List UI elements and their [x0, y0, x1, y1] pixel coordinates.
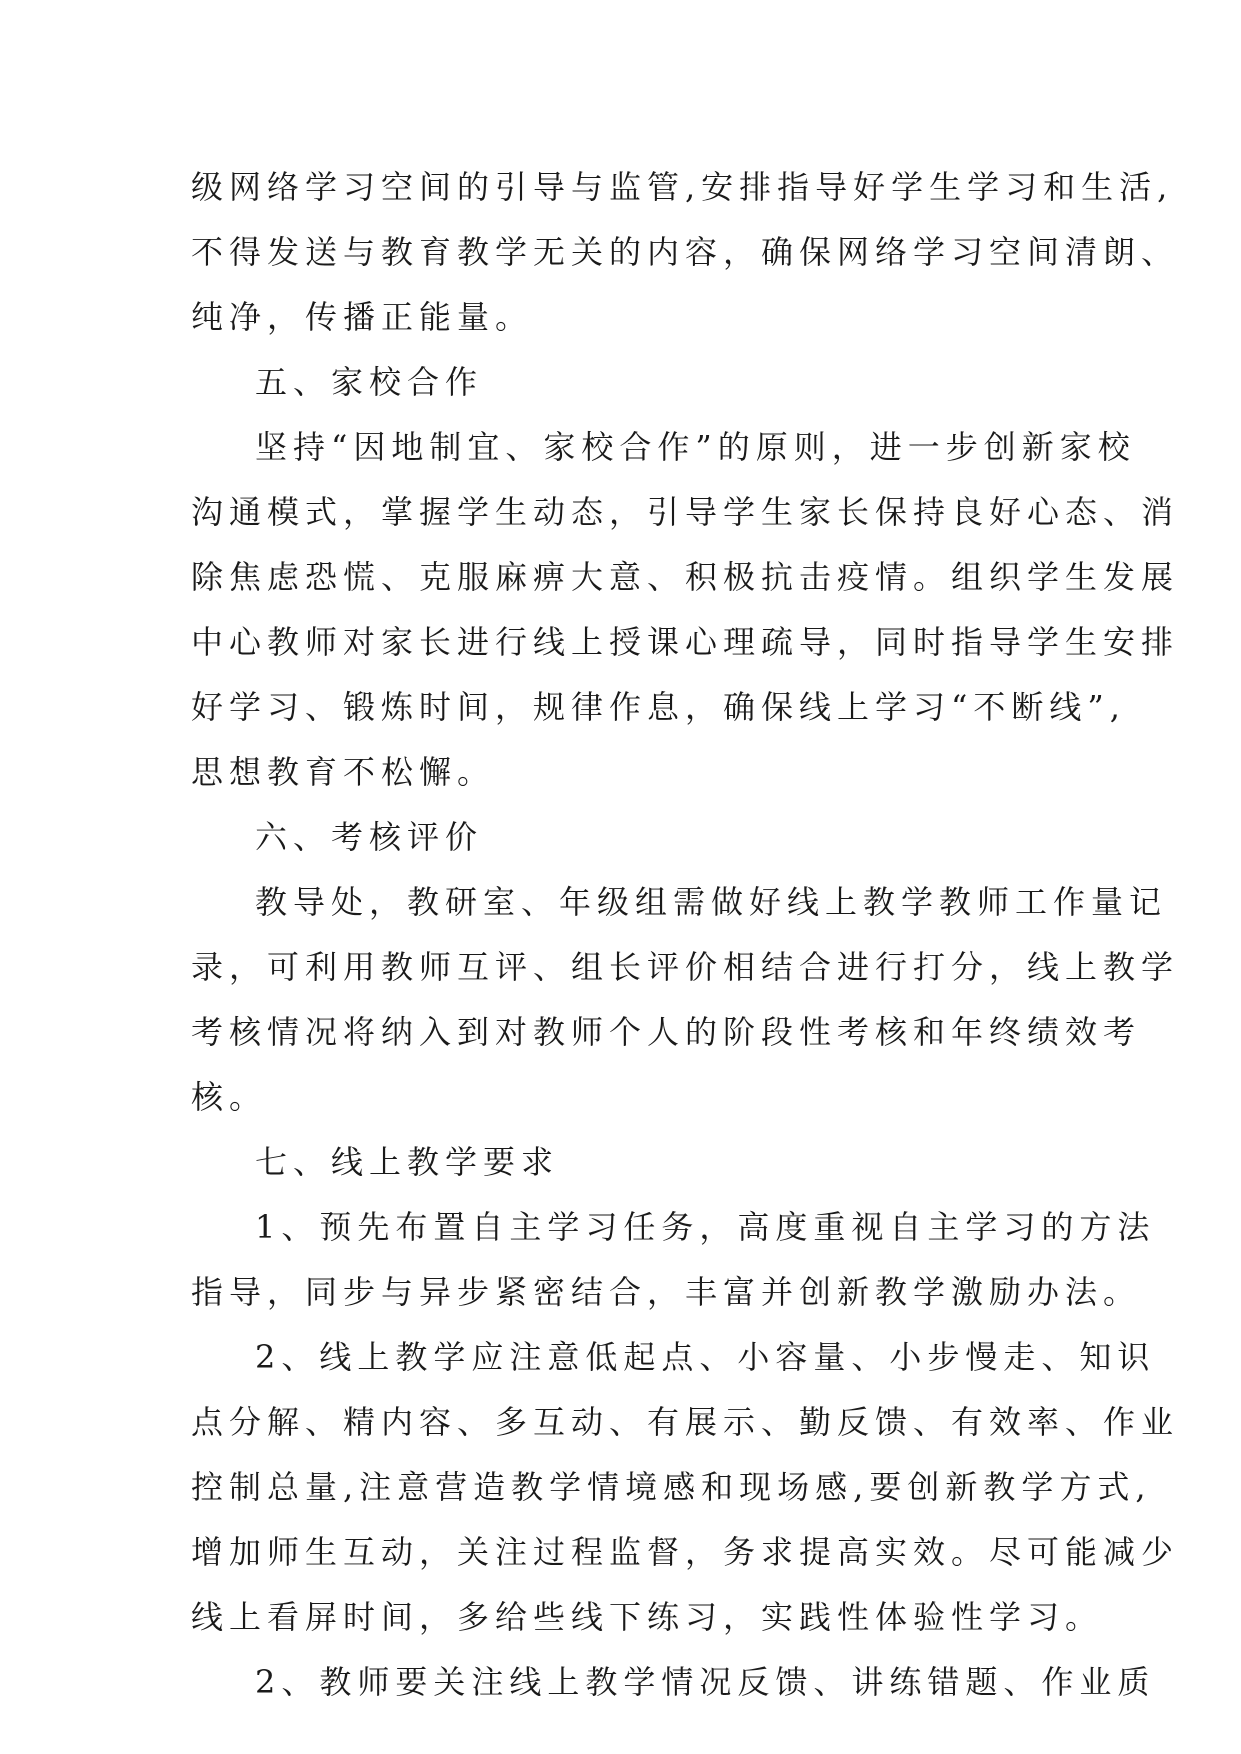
paragraph-line: 教导处，教研室、年级组需做好线上教学教师工作量记 [255, 883, 1168, 921]
paragraph-line: 1、预先布置自主学习任务，高度重视自主学习的方法 [255, 1208, 1156, 1246]
paragraph-line: 好学习、锻炼时间，规律作息，确保线上学习“不断线”, [191, 688, 1126, 726]
section-heading: 六、考核评价 [255, 818, 484, 856]
paragraph-line: 纯净，传播正能量。 [191, 298, 534, 336]
paragraph-line: 录，可利用教师互评、组长评价相结合进行打分，线上教学 [191, 948, 1180, 986]
paragraph-line: 考核情况将纳入到对教师个人的阶段性考核和年终绩效考 [191, 1013, 1142, 1051]
paragraph-line: 增加师生互动，关注过程监督，务求提高实效。尽可能减少 [191, 1533, 1180, 1571]
paragraph-line: 中心教师对家长进行线上授课心理疏导，同时指导学生安排 [191, 623, 1180, 661]
section-heading: 五、家校合作 [255, 363, 484, 401]
paragraph-line: 除焦虑恐慌、克服麻痹大意、积极抗击疫情。组织学生发展 [191, 558, 1180, 596]
paragraph-line: 级网络学习空间的引导与监管,安排指导好学生学习和生活, [191, 168, 1174, 206]
paragraph-line: 2、线上教学应注意低起点、小容量、小步慢走、知识 [255, 1338, 1156, 1376]
paragraph-line: 不得发送与教育教学无关的内容，确保网络学习空间清朗、 [191, 233, 1180, 271]
section-heading: 七、线上教学要求 [255, 1143, 560, 1181]
paragraph-line: 控制总量,注意营造教学情境感和现场感,要创新教学方式, [191, 1468, 1152, 1506]
paragraph-line: 核。 [191, 1078, 268, 1116]
paragraph-line: 线上看屏时间，多给些线下练习，实践性体验性学习。 [191, 1598, 1104, 1636]
paragraph-line: 思想教育不松懈。 [191, 753, 496, 791]
paragraph-line: 沟通模式，掌握学生动态，引导学生家长保持良好心态、消 [191, 493, 1180, 531]
paragraph-line: 点分解、精内容、多互动、有展示、勤反馈、有效率、作业 [191, 1403, 1180, 1441]
document-body [191, 155, 1180, 1715]
paragraph-line: 坚持“因地制宜、家校合作”的原则，进一步创新家校 [255, 428, 1136, 466]
paragraph-line: 2、教师要关注线上教学情况反馈、讲练错题、作业质 [255, 1663, 1156, 1701]
paragraph-line: 指导，同步与异步紧密结合，丰富并创新教学激励办法。 [191, 1273, 1142, 1311]
